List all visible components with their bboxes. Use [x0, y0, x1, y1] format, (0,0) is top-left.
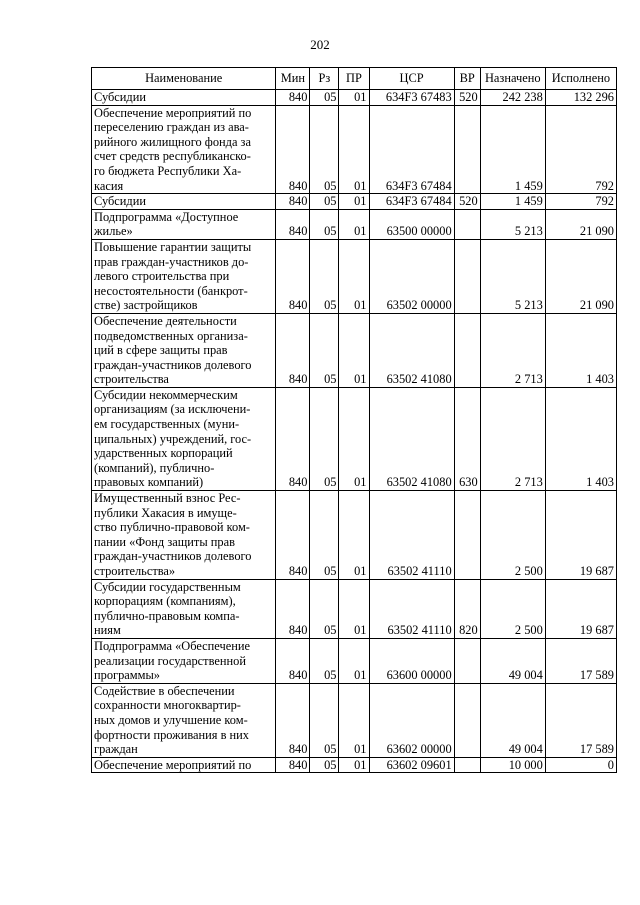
- cell-ispolneno: 19 687: [545, 491, 616, 580]
- column-header-ispolneno: Исполнено: [545, 68, 616, 90]
- cell-pr: 01: [339, 638, 369, 683]
- cell-ispolneno: 1 403: [545, 387, 616, 490]
- page-number: 202: [310, 37, 330, 52]
- column-header-naznacheno: Назначено: [480, 68, 545, 90]
- cell-ispolneno: 132 296: [545, 90, 616, 106]
- cell-pr: 01: [339, 491, 369, 580]
- cell-csr: 63502 00000: [369, 239, 454, 313]
- cell-naznacheno: 49 004: [480, 683, 545, 757]
- table-header-row: [92, 68, 617, 90]
- cell-naznacheno: 10 000: [480, 757, 545, 773]
- cell-min: 840: [276, 209, 310, 239]
- cell-csr: 63502 41110: [369, 491, 454, 580]
- cell-ispolneno: 0: [545, 757, 616, 773]
- cell-ispolneno: 792: [545, 105, 616, 194]
- cell-ispolneno: 1 403: [545, 313, 616, 387]
- cell-name: Подпрограмма «Обеспечение реализации государственной программы»: [92, 638, 276, 683]
- cell-rz: 05: [310, 579, 339, 638]
- cell-rz: 05: [310, 194, 339, 210]
- cell-rz: 05: [310, 209, 339, 239]
- cell-ispolneno: 21 090: [545, 209, 616, 239]
- cell-naznacheno: 5 213: [480, 239, 545, 313]
- column-header-csr: ЦСР: [369, 68, 454, 90]
- cell-name: Субсидии некоммерческим организациям (за исключени- ем государственных (муни- ципальных) учреждений, гос- ударственных корпораций (компаний), публично- правовых компаний): [92, 387, 276, 490]
- cell-vr: [454, 105, 480, 194]
- cell-csr: 63502 41080: [369, 387, 454, 490]
- column-header-name: Наименование: [92, 68, 276, 90]
- table-row: [92, 90, 617, 106]
- cell-name: Обеспечение деятельности подведомственных организа- ций в сфере защиты прав граждан-участников долевого строительства: [92, 313, 276, 387]
- cell-pr: 01: [339, 90, 369, 106]
- cell-naznacheno: 2 500: [480, 491, 545, 580]
- cell-vr: [454, 638, 480, 683]
- cell-pr: 01: [339, 209, 369, 239]
- cell-naznacheno: 2 713: [480, 387, 545, 490]
- cell-ispolneno: 19 687: [545, 579, 616, 638]
- cell-name: Подпрограмма «Доступное жилье»: [92, 209, 276, 239]
- cell-vr: [454, 491, 480, 580]
- cell-min: 840: [276, 638, 310, 683]
- cell-name: Обеспечение мероприятий по переселению граждан из ава- рийного жилищного фонда за счет средств республиканско- го бюджета Республики Ха- касия: [92, 105, 276, 194]
- cell-ispolneno: 21 090: [545, 239, 616, 313]
- cell-csr: 634F3 67484: [369, 105, 454, 194]
- cell-vr: [454, 313, 480, 387]
- table-row: [92, 105, 617, 194]
- cell-csr: 63602 09601: [369, 757, 454, 773]
- table-row: [92, 683, 617, 757]
- table-row: [92, 579, 617, 638]
- cell-name: Повышение гарантии защиты прав граждан-участников до- левого строительства при несостоятельности (банкрот- стве) застройщиков: [92, 239, 276, 313]
- cell-vr: [454, 757, 480, 773]
- cell-min: 840: [276, 313, 310, 387]
- cell-name: Субсидии: [92, 90, 276, 106]
- table-body: [92, 90, 617, 773]
- cell-rz: 05: [310, 313, 339, 387]
- cell-min: 840: [276, 757, 310, 773]
- cell-rz: 05: [310, 387, 339, 490]
- cell-rz: 05: [310, 90, 339, 106]
- cell-vr: 520: [454, 90, 480, 106]
- cell-naznacheno: 242 238: [480, 90, 545, 106]
- cell-rz: 05: [310, 638, 339, 683]
- cell-name: Имущественный взнос Рес- публики Хакасия в имуще- ство публично-правовой ком- пании «Фонд защиты прав граждан-участников долевого строительства»: [92, 491, 276, 580]
- column-header-min: Мин: [276, 68, 310, 90]
- cell-pr: 01: [339, 683, 369, 757]
- cell-pr: 01: [339, 387, 369, 490]
- cell-csr: 63502 41080: [369, 313, 454, 387]
- cell-vr: [454, 683, 480, 757]
- cell-csr: 634F3 67483: [369, 90, 454, 106]
- cell-csr: 634F3 67484: [369, 194, 454, 210]
- cell-csr: 63502 41110: [369, 579, 454, 638]
- cell-naznacheno: 1 459: [480, 194, 545, 210]
- cell-naznacheno: 1 459: [480, 105, 545, 194]
- cell-name: Субсидии государственным корпорациям (компаниям), публично-правовым компа- ниям: [92, 579, 276, 638]
- cell-pr: 01: [339, 194, 369, 210]
- cell-naznacheno: 2 500: [480, 579, 545, 638]
- cell-naznacheno: 49 004: [480, 638, 545, 683]
- table-row: [92, 313, 617, 387]
- column-header-pr: ПР: [339, 68, 369, 90]
- table-row: [92, 638, 617, 683]
- cell-rz: 05: [310, 491, 339, 580]
- cell-min: 840: [276, 683, 310, 757]
- cell-vr: [454, 239, 480, 313]
- cell-name: Обеспечение мероприятий по: [92, 757, 276, 773]
- cell-csr: 63602 00000: [369, 683, 454, 757]
- cell-pr: 01: [339, 757, 369, 773]
- cell-rz: 05: [310, 683, 339, 757]
- cell-min: 840: [276, 194, 310, 210]
- cell-min: 840: [276, 239, 310, 313]
- table-row: [92, 757, 617, 773]
- cell-vr: 820: [454, 579, 480, 638]
- cell-rz: 05: [310, 105, 339, 194]
- column-header-vr: ВР: [454, 68, 480, 90]
- cell-pr: 01: [339, 313, 369, 387]
- cell-vr: 630: [454, 387, 480, 490]
- table-row: [92, 194, 617, 210]
- cell-ispolneno: 792: [545, 194, 616, 210]
- cell-csr: 63600 00000: [369, 638, 454, 683]
- column-header-rz: Рз: [310, 68, 339, 90]
- cell-name: Субсидии: [92, 194, 276, 210]
- cell-naznacheno: 2 713: [480, 313, 545, 387]
- cell-vr: [454, 209, 480, 239]
- cell-rz: 05: [310, 757, 339, 773]
- cell-pr: 01: [339, 579, 369, 638]
- cell-naznacheno: 5 213: [480, 209, 545, 239]
- table-row: [92, 239, 617, 313]
- cell-min: 840: [276, 90, 310, 106]
- cell-ispolneno: 17 589: [545, 638, 616, 683]
- cell-ispolneno: 17 589: [545, 683, 616, 757]
- cell-rz: 05: [310, 239, 339, 313]
- cell-pr: 01: [339, 105, 369, 194]
- table-row: [92, 491, 617, 580]
- cell-min: 840: [276, 579, 310, 638]
- cell-name: Содействие в обеспечении сохранности многоквартир- ных домов и улучшение ком- фортности проживания в них граждан: [92, 683, 276, 757]
- cell-vr: 520: [454, 194, 480, 210]
- cell-pr: 01: [339, 239, 369, 313]
- table-row: [92, 209, 617, 239]
- cell-csr: 63500 00000: [369, 209, 454, 239]
- cell-min: 840: [276, 105, 310, 194]
- cell-min: 840: [276, 387, 310, 490]
- cell-min: 840: [276, 491, 310, 580]
- budget-table: [91, 67, 617, 773]
- table-row: [92, 387, 617, 490]
